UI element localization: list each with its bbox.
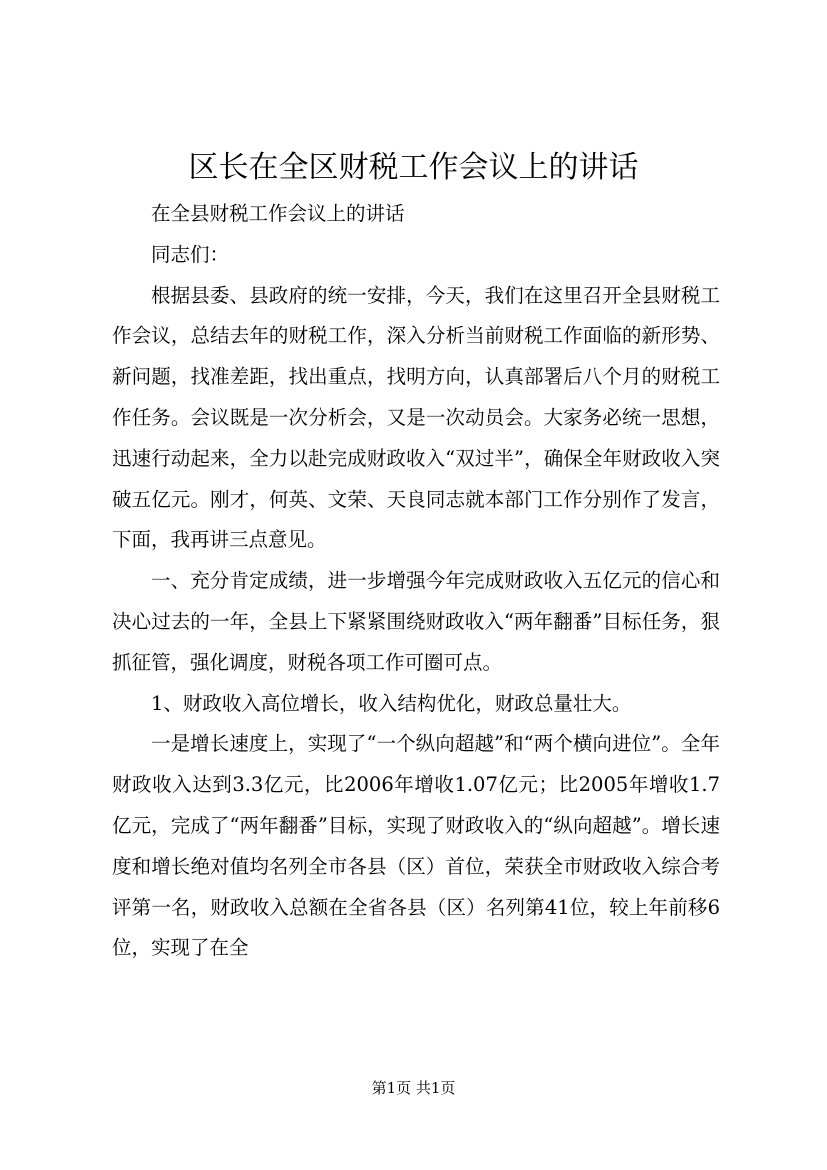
paragraph-intro: 根据县委、县政府的统一安排，今天，我们在这里召开全县财税工作会议，总结去年的财税工作，深入分析当前财税工作面临的新形势、新问题，找准差距，找出重点，找明方向，认真部署后八个月的财税工作任务。会议既是一次分析会，又是一次动员会。大家务必统一思想，迅速行动起来，全力以赴完成财政收入“双过半”，确保全年财政收入突破五亿元。刚才，何英、文荣、天良同志就本部门工作分别作了发言，下面，我再讲三点意见。 <box>112 283 720 552</box>
paragraph-section-one: 一、充分肯定成绩，进一步增强今年完成财政收入五亿元的信心和决心过去的一年，全县上下紧紧围绕财政收入“两年翻番”目标任务，狠抓征管，强化调度，财税各项工作可圈可点。 <box>112 569 720 674</box>
paragraph-salutation: 同志们： <box>151 242 230 266</box>
document-title: 区长在全区财税工作会议上的讲话 <box>188 150 639 185</box>
paragraph-growth-speed: 一是增长速度上，实现了“一个纵向超越”和“两个横向进位”。全年财政收入达到3.3亿元，比2006年增收1.07亿元；比2005年增收1.7亿元，完成了“两年翻番”目标，实现了财政收入的“纵向超越”。增长速度和增长绝对值均名列全市各县（区）首位，荣获全市财政收入综合考评第一名，财政收入总额在全省各县（区）名列第41位，较上年前移6位，实现了在全 <box>112 732 720 960</box>
paragraph-subtitle: 在全县财税工作会议上的讲话 <box>151 202 405 225</box>
document-body <box>112 194 720 969</box>
page-number: 第1页 共1页 <box>371 1079 456 1097</box>
paragraph-item-one: 1、财政收入高位增长，收入结构优化，财政总量壮大。 <box>151 691 632 715</box>
